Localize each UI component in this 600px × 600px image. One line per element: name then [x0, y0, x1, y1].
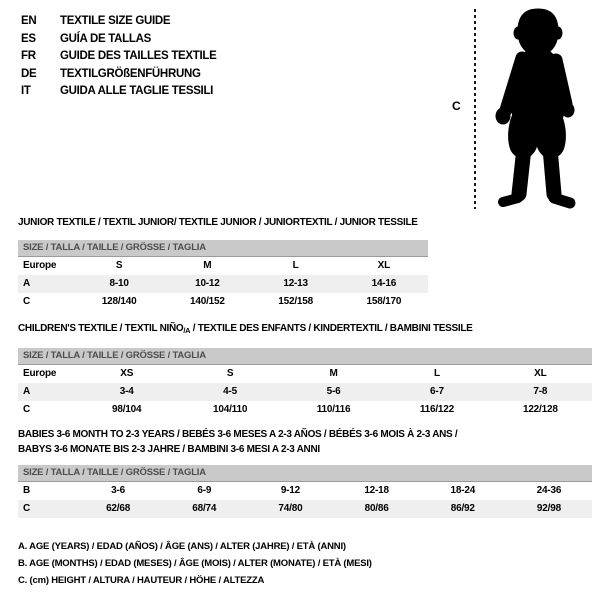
size-value-cell: L: [292, 260, 299, 271]
table-row: [18, 257, 428, 275]
junior-textile-section: [18, 216, 428, 311]
language-title: GUÍA DE TALLAS: [60, 32, 151, 45]
size-value-cell: 18-24: [450, 485, 476, 496]
language-code: EN: [21, 15, 37, 27]
language-title: GUIDE DES TAILLES TEXTILE: [60, 50, 217, 62]
row-label-cell: C: [23, 503, 31, 514]
language-row-fr: [21, 48, 217, 66]
size-header-bar: SIZE / TALLA / TAILLE / GRÖSSE / TAGLIA: [18, 348, 592, 365]
size-value-cell: 116/122: [419, 404, 455, 415]
table-row: [18, 500, 592, 518]
size-value-cell: L: [433, 368, 440, 379]
section-title-subscript: /A: [183, 326, 191, 335]
section-title-text: / TEXTILE DES ENFANTS / KINDERTEXTIL / BAMBINI TESSILE: [190, 323, 473, 334]
babies-textile-section: [18, 427, 592, 518]
size-value-cell: 86/92: [450, 503, 475, 514]
row-label-cell: Europe: [23, 260, 57, 271]
size-value-cell: 122/128: [522, 404, 558, 415]
table-row: [18, 365, 592, 383]
language-code: ES: [21, 32, 36, 45]
size-value-cell: 3-6: [111, 485, 126, 496]
size-value-cell: 6-9: [197, 485, 212, 496]
language-title-list: [21, 13, 217, 101]
size-value-cell: XL: [377, 260, 391, 271]
size-value-cell: 12-13: [283, 278, 308, 289]
size-value-cell: 140/152: [190, 296, 225, 307]
row-label-cell: Europe: [23, 368, 57, 379]
section-title: JUNIOR TEXTILE / TEXTIL JUNIOR/ TEXTILE JUNIOR / JUNIORTEXTIL / JUNIOR TESSILE: [18, 217, 418, 228]
height-measure-label: C: [452, 99, 461, 113]
size-value-cell: 14-16: [371, 278, 397, 289]
size-value-cell: 8-10: [109, 278, 129, 289]
size-value-cell: 3-4: [119, 386, 134, 397]
section-title-line1: BABIES 3-6 MONTH TO 2-3 YEARS / BEBÉS 3-6 MESES A 2-3 AÑOS / BÉBÉS 3-6 MOIS À 2-3 ANS /: [18, 429, 458, 440]
language-title: TEXTILGRÖßENFÜHRUNG: [60, 67, 201, 80]
language-row-es: [21, 31, 217, 49]
size-value-cell: 12-18: [364, 485, 389, 496]
size-value-cell: S: [226, 368, 234, 379]
table-row: [18, 401, 592, 419]
language-row-it: [21, 83, 217, 101]
height-measure-figure: [440, 0, 600, 215]
childrens-textile-section: [18, 322, 592, 419]
language-code: DE: [21, 67, 37, 80]
size-header-bar: SIZE / TALLA / TAILLE / GRÖSSE / TAGLIA: [18, 465, 592, 482]
size-value-cell: 110/116: [316, 404, 351, 415]
language-title: TEXTILE SIZE GUIDE: [60, 15, 171, 27]
language-row-en: [21, 13, 217, 31]
size-value-cell: 74/80: [278, 503, 303, 514]
size-value-cell: M: [329, 368, 338, 379]
row-label-cell: B: [23, 485, 31, 496]
table-row: [18, 383, 592, 401]
language-code: IT: [21, 85, 31, 97]
section-title: [18, 322, 592, 337]
row-label-cell: A: [23, 278, 31, 289]
size-value-cell: S: [115, 260, 123, 271]
size-value-cell: 62/68: [106, 503, 131, 514]
size-value-cell: XL: [534, 368, 547, 379]
table-row: [18, 482, 592, 500]
language-title: GUIDA ALLE TAGLIE TESSILI: [60, 85, 214, 97]
row-label-cell: A: [23, 386, 31, 397]
size-value-cell: M: [203, 260, 212, 271]
size-value-cell: 158/170: [366, 296, 402, 307]
size-value-cell: 152/158: [278, 296, 313, 307]
legend-notes: [18, 538, 372, 589]
size-value-cell: 80/86: [364, 503, 389, 514]
size-value-cell: 10-12: [195, 278, 220, 289]
size-value-cell: 92/98: [536, 503, 561, 514]
size-value-cell: 68/74: [192, 503, 217, 514]
note-age-months: B. AGE (MONTHS) / EDAD (MESES) / ÂGE (MOIS) / ALTER (MONATE) / ETÀ (MESI): [18, 558, 372, 569]
row-label-cell: C: [23, 404, 31, 415]
section-title-text: CHILDREN'S TEXTILE / TEXTIL NIÑO: [18, 323, 184, 334]
section-title-line2: BABYS 3-6 MONATE BIS 2-3 JAHRE / BAMBINI 3-6 MESI A 2-3 ANNI: [18, 444, 320, 455]
size-value-cell: 104/110: [213, 404, 248, 415]
size-value-cell: 4-5: [223, 386, 238, 397]
size-header-bar: SIZE / TALLA / TAILLE / GRÖSSE / TAGLIA: [18, 240, 428, 257]
size-value-cell: 9-12: [280, 485, 301, 496]
size-value-cell: 98/104: [112, 404, 142, 415]
dotted-height-line: [474, 9, 476, 209]
toddler-silhouette-icon: [482, 6, 592, 211]
note-age-years: A. AGE (YEARS) / EDAD (AÑOS) / ÂGE (ANS) / ALTER (JAHRE) / ETÀ (ANNI): [18, 541, 346, 552]
note-height-cm: C. (cm) HEIGHT / ALTURA / HAUTEUR / HÖHE / ALTEZZA: [18, 575, 265, 586]
size-value-cell: 128/140: [101, 296, 137, 307]
section-title-block: [18, 427, 592, 457]
language-code: FR: [21, 50, 36, 62]
size-value-cell: 7-8: [533, 386, 548, 397]
size-value-cell: XS: [120, 368, 134, 379]
size-value-cell: 6-7: [429, 386, 444, 397]
size-value-cell: 5-6: [326, 386, 341, 397]
table-row: [18, 275, 428, 293]
table-row: [18, 293, 428, 311]
language-row-de: [21, 66, 217, 84]
row-label-cell: C: [23, 296, 31, 307]
size-value-cell: 24-36: [536, 485, 562, 496]
